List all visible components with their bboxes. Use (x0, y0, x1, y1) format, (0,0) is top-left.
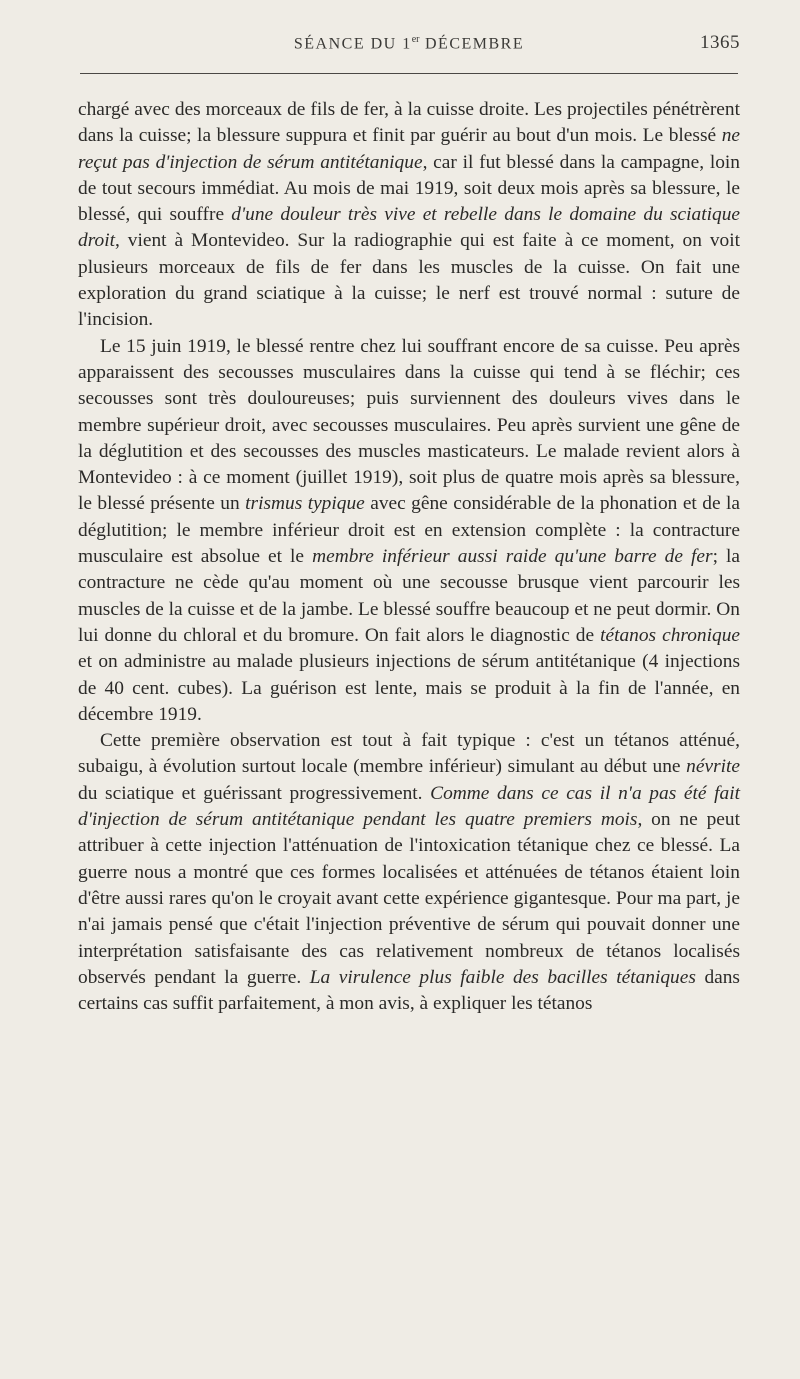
paragraph (78, 97, 740, 334)
italic-text: Comme dans ce cas il n'a pas été fait d'injection de sérum antitétanique pendant les quatre premiers mois (78, 782, 740, 831)
italic-text: trismus typique (245, 493, 365, 515)
text-run: Le 15 juin 1919, le blessé rentre chez lui souffrant encore de sa cuisse. Peu après apparaissent des secousses musculaires dans la cuisse qui tend à se fléchir; ces secousses sont très douloureuses; puis surviennent des douleurs vives dans le membre supérieur droit, avec secousses musculaires. Peu après survient une gêne de la déglutition et des secousses des muscles masticateurs. Le malade revient alors à Montevideo : à ce moment (juillet 1919), soit plus de quatre mois après sa blessure, le blessé présente un (78, 335, 740, 515)
text-run: et on administre au malade plusieurs injections de sérum antitétanique (4 injections de 40 cent. cubes). La guérison est lente, mais se produit à la fin de l'année, en décembre 1919. (78, 651, 740, 725)
text-run: , car il fut blessé dans la campagne, loin de tout secours immédiat. Au mois de mai 1919, soit deux mois après sa blessure, le blessé, qui souffre (78, 151, 740, 226)
italic-text: La virulence plus faible des bacilles tétaniques (309, 966, 696, 988)
running-title-superscript: er (411, 34, 420, 45)
header-rule (80, 73, 738, 74)
italic-text: membre inférieur aussi raide qu'une barre de fer (312, 546, 713, 568)
text-run: Cette première observation est tout à fait typique : c'est un tétanos atténué, subaigu, à évolution surtout locale (membre inférieur) simulant au début une (78, 730, 740, 778)
italic-text: tétanos chronique (600, 624, 740, 646)
page-number: 1365 (700, 32, 740, 53)
text-run: avec gêne considérable de la phonation et de la déglutition; le membre inférieur droit est en extension complète : la contracture musculaire est absolue et le (78, 493, 740, 568)
italic-text: ne reçut pas d'injection de sérum antitétanique (78, 125, 740, 173)
text-run: , on ne peut attribuer à cette injection l'atténuation de l'intoxication tétanique chez ce blessé. La guerre nous a montré que ces formes localisées et atténuées de tétanos étaient loin d'être aussi rares qu'on le croyait avant cette expérience gigantesque. Pour ma part, je n'ai jamais pensé que c'était l'injection préventive de sérum qui pouvait donner une interprétation satisfaisante des cas relativement nombreux de tétanos localisés observés pendant la guerre. (78, 809, 740, 988)
text-run: du sciatique et guérissant progressivement. (78, 782, 431, 804)
text-run: , vient à Montevideo. Sur la radiographie qui est faite à ce moment, on voit plusieurs morceaux de fils de fer dans les muscles de la cuisse. On fait une exploration du grand sciatique à la cuisse; le nerf est trouvé normal : suture de l'incision. (78, 230, 740, 331)
italic-text: d'une douleur très vive et rebelle dans le domaine du sciatique droit (78, 204, 741, 252)
running-title-main: SÉANCE DU 1 (293, 35, 412, 53)
text-run: ; la contracture ne cède qu'au moment où une secousse brusque vient parcourir les muscles de la cuisse et de la jambe. Le blessé souffre beaucoup et ne peut dormir. On lui donne du chloral et du bromure. On fait alors le diagnostic de (78, 546, 740, 646)
text-run: chargé avec des morceaux de fils de fer, à la cuisse droite. Les projectiles pénétrèrent dans la cuisse; la blessure suppura et finit par guérir au bout d'un mois. Le blessé (78, 99, 740, 147)
italic-text: névrite (686, 756, 740, 778)
running-title (78, 34, 740, 53)
paragraph (78, 334, 740, 728)
running-head (78, 34, 740, 62)
body-text (78, 97, 740, 1017)
text-run: dans certains cas suffit parfaitement, à mon avis, à expliquer les tétanos (78, 966, 740, 1015)
paragraph (78, 728, 740, 1017)
running-title-month: DÉCEMBRE (419, 35, 525, 53)
